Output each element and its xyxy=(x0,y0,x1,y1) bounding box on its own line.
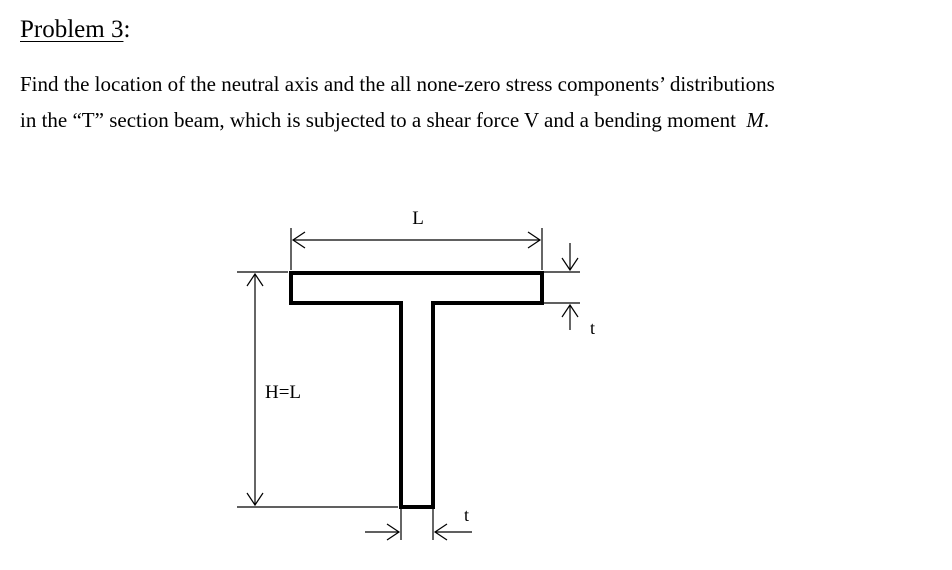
height-label: H=L xyxy=(265,382,302,403)
width-label: L xyxy=(412,208,424,229)
moment-symbol: M xyxy=(746,108,764,132)
statement-text: in the “T” section beam, which is subjected to a shear force V and a bending moment xyxy=(20,108,736,132)
problem-statement-line-1: Find the location of the neutral axis and the all none-zero stress components’ distributions xyxy=(20,72,775,96)
flange-thickness-label: t xyxy=(590,318,596,338)
problem-title: Problem 3 xyxy=(20,16,124,43)
height-dimension xyxy=(237,272,398,507)
flange-thickness-dimension xyxy=(544,243,580,330)
width-dimension xyxy=(291,228,542,270)
web-thickness-label: t xyxy=(464,505,470,525)
problem-title-colon: : xyxy=(123,16,131,43)
statement-period: . xyxy=(763,108,770,132)
t-section-outline xyxy=(291,273,542,507)
web-thickness-dimension xyxy=(365,509,472,540)
